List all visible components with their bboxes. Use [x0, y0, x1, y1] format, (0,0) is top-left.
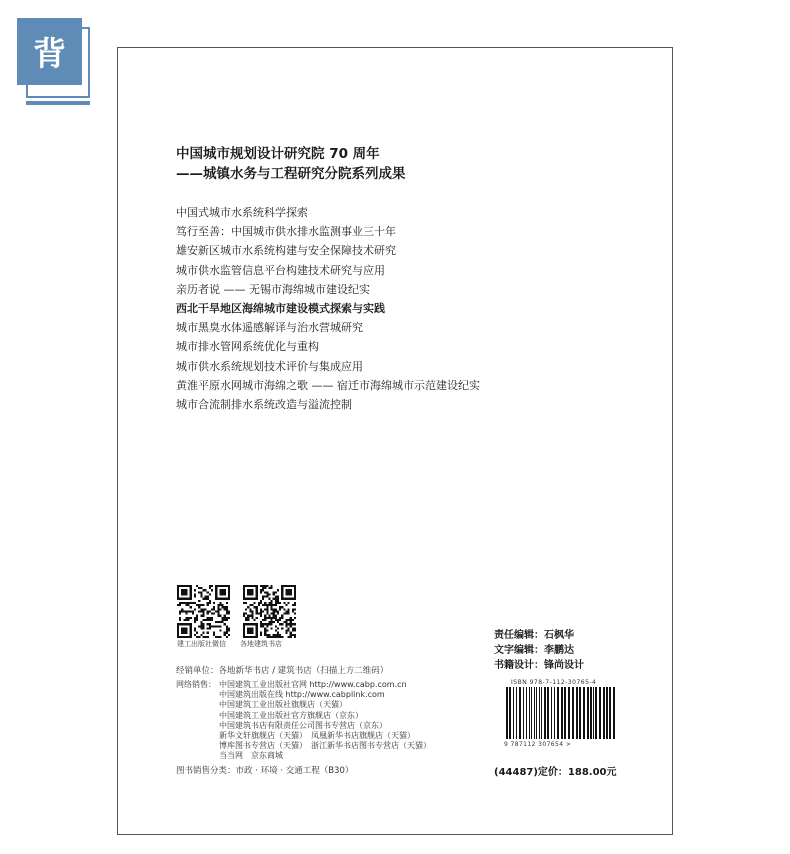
isbn-barcode — [504, 687, 620, 739]
book-item: 城市黑臭水体遥感解译与治水营城研究 — [176, 321, 363, 335]
back-cover — [117, 47, 673, 835]
back-cover-badge — [17, 18, 82, 85]
book-item: 亲历者说 —— 无锡市海绵城市建设纪实 — [176, 282, 370, 296]
book-item: 雄安新区城市水系统构建与安全保障技术研究 — [176, 244, 396, 258]
series-title — [176, 144, 406, 184]
wechat-qr-code — [177, 585, 230, 638]
online-sales-item: 中国建筑工业出版社官方旗舰店（京东） — [219, 710, 363, 720]
online-sales-item: 中国建筑工业出版社官网 http://www.cabp.com.cn — [219, 680, 407, 689]
catalog-category: 图书销售分类：市政 · 环境 · 交通工程（B30） — [176, 766, 354, 776]
bookstore-qr-caption: 各地建筑书店 — [240, 640, 282, 648]
series-title-line-1: 中国城市规划设计研究院 70 周年 — [176, 146, 380, 162]
badge-label: 背 — [33, 34, 66, 73]
book-item: 中国式城市水系统科学探索 — [176, 206, 308, 219]
isbn-label: ISBN 978-7-112-30765-4 — [511, 679, 597, 686]
editor-credits — [494, 628, 584, 673]
book-list — [176, 203, 480, 414]
book-item: 笃行至善：中国城市供水排水监测事业三十年 — [176, 225, 396, 239]
wechat-qr-caption: 建工出版社微信 — [177, 640, 226, 648]
online-sales-item: 中国建筑出版在线 http://www.cabplink.com — [219, 690, 385, 700]
online-sales-item: 中国建筑工业出版社旗舰店（天猫） — [219, 700, 347, 710]
distribution-info: 经销单位：各地新华书店 / 建筑书店（扫描上方二维码） — [176, 666, 389, 676]
bookstore-qr-code — [243, 585, 296, 638]
online-sales-item: 新华文轩旗舰店（天猫） 凤凰新华书店旗舰店（天猫） — [219, 731, 415, 741]
online-sales-item: 博库图书专营店（天猫） 浙江新华书店图书专营店（天猫） — [219, 741, 431, 751]
book-item: 城市合流制排水系统改造与溢流控制 — [176, 398, 352, 412]
online-sales-item: 中国建筑书店有限责任公司图书专营店（京东） — [219, 720, 387, 730]
book-item: 城市排水管网系统优化与重构 — [176, 340, 319, 354]
badge-underline — [26, 101, 90, 105]
book-item: 城市供水系统规划技术评价与集成应用 — [176, 359, 363, 373]
responsible-editor: 责任编辑：石枫华 — [494, 630, 574, 641]
barcode-digits: 9 787112 307654 > — [504, 741, 572, 748]
book-item: 黄淮平原水网城市海绵之歌 —— 宿迁市海绵城市示范建设纪实 — [176, 378, 480, 392]
online-sales — [176, 680, 431, 762]
online-sales-item: 当当网 京东商城 — [219, 751, 283, 761]
online-sales-label: 网络销售： — [176, 680, 216, 689]
series-title-line-2: ——城镇水务与工程研究分院系列成果 — [176, 166, 406, 182]
price-label: (44487)定价：188.00元 — [494, 767, 617, 778]
book-designer: 书籍设计：锋尚设计 — [494, 660, 584, 671]
book-item-current: 西北干旱地区海绵城市建设模式探索与实践 — [176, 302, 385, 316]
book-item: 城市供水监管信息平台构建技术研究与应用 — [176, 263, 385, 277]
text-editor: 文字编辑：李鹏达 — [494, 645, 574, 656]
